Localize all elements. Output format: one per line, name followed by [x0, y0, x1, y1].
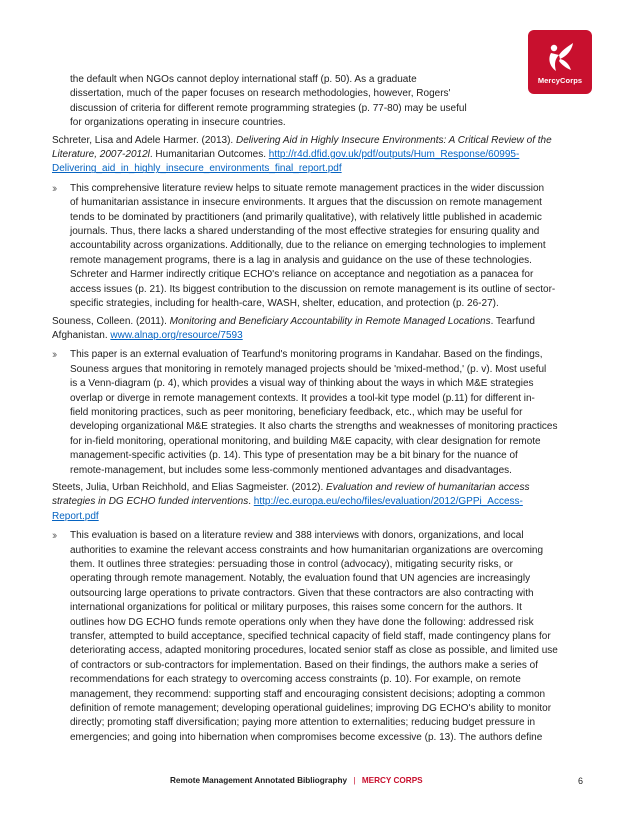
summary-line: access issues (p. 21). Its biggest contribution to the discussion on remote management is its outline of sector- [70, 283, 556, 295]
bibliography-entries [52, 134, 572, 746]
citation-link[interactable]: Report.pdf [52, 510, 99, 522]
citation-link[interactable]: Delivering_aid_in_highly_insecure_environments_final_report.pdf [52, 163, 342, 175]
summary-line: deteriorating access, adapted monitoring procedures, located senior staff as close as possible, and limited use [70, 645, 558, 657]
summary-line: This comprehensive literature review helps to situate remote management practices in the wider discussion [70, 182, 545, 194]
citation-title: strategies in DG ECHO funded interventions [52, 496, 249, 508]
citation [52, 315, 572, 344]
continuation-line: discussion of criteria for different remote programming strategies (p. 77-80) may be useful [70, 102, 467, 114]
summary-line: of humanitarian assistance in insecure environments. It argues that the discussion on remote management [70, 197, 542, 209]
citation-authors: Steets, Julia, Urban Reichhold, and Elias Sagmeister. (2012). [52, 481, 327, 493]
summary-line: Schreter and Harmer indirectly critique ECHO's reliance on acceptance and negotiation as a panacea for [70, 269, 534, 281]
summary-line: overlap or diverge in remote management contexts. It provides a tool-kit type model (p.11) for different in- [70, 392, 535, 404]
citation-authors: Afghanistan. [52, 329, 111, 341]
summary-line: for in-field monitoring, operational monitoring, and building M&E capacity, with clear designation for remote [70, 435, 541, 447]
summary-line: management, they recommend: supporting staff and encouraging consistent decisions; adopting a common [70, 688, 546, 700]
summary-line: tends to be dominated by practitioners (and primarily qualitative), with relatively little published in academic [70, 211, 542, 223]
summary-line: management-specific activities (p. 14). This type of presentation may be a bit binary for the nuance of [70, 450, 518, 462]
summary-line: This evaluation is based on a literature review and 388 interviews with donors, organizations, and local [70, 530, 524, 542]
summary-line: outsourcing large operations to private contractors. Given that these contractors are also contracting with [70, 587, 534, 599]
bullet-chevron-icon: ›› [52, 349, 56, 362]
citation-link[interactable]: http://ec.europa.eu/echo/files/evaluation/2012/GPPi_Access- [253, 496, 523, 508]
citation [52, 481, 572, 524]
logo-text: MercyCorps [537, 75, 583, 85]
citation-publisher: . [248, 496, 254, 508]
footer-center [170, 776, 423, 785]
summary-line: developing organizational M&E strategies. It also charts the strengths and weaknesses of monitoring practices [70, 421, 558, 433]
summary-body [52, 529, 572, 745]
continued-annotation [52, 73, 572, 131]
bibliography-entry [52, 315, 572, 478]
footer-title: Remote Management Annotated Bibliography [170, 776, 348, 785]
citation-link[interactable]: http://r4d.dfid.gov.uk/pdf/outputs/Hum_Response/60995- [268, 149, 520, 161]
citation-title: Literature, 2007-2012l [52, 149, 150, 161]
summary-line: outlines how DG ECHO funds remote operations only when they have done the following: addressed risk [70, 616, 534, 628]
summary-line: remote management programs, there is a lag in analysis and guidance on the use of these technologies. [70, 254, 532, 266]
citation-title: Evaluation and review of humanitarian access [326, 481, 530, 493]
citation-title: Monitoring and Beneficiary Accountability in Remote Managed Locations [169, 315, 491, 327]
summary-body [52, 182, 572, 312]
annotation-summary [52, 348, 572, 478]
summary-line: international organizations for political or military purposes, this raises some concern for the authors. It [70, 602, 522, 614]
summary-line: field monitoring practices, such as peer monitoring, beneficiary feedback, etc., which may be useful for [70, 406, 523, 418]
summary-line: accountability across organizations. Additionally, due to the reliance on emerging technologies to implement [70, 240, 546, 252]
citation-line [52, 148, 572, 162]
bullet-chevron-icon: ›› [52, 530, 56, 543]
summary-line: recommendations for each strategy to overcoming access constraints (p. 10). For example, on remote [70, 674, 521, 686]
summary-line: of contractors or sub-contractors for implementation. Based on their findings, the authors make a series of [70, 659, 539, 671]
summary-line: authorities to examine the relevant access constraints and how humanitarian organizations are overcoming [70, 544, 544, 556]
citation-line [52, 329, 572, 343]
summary-line: specific strategies, including for health-care, WASH, shelter, education, and protection (p. 26-27). [70, 298, 499, 310]
summary-line: them. It outlines three strategies: persuading those in control (advocacy), mitigating security risks, or [70, 559, 513, 570]
footer-org: MERCY CORPS [361, 776, 423, 785]
summary-line: Souness argues that monitoring in remotely managed projects should be 'mixed-method,' (p. v). Most useful [70, 363, 547, 375]
citation-authors: Schreter, Lisa and Adele Harmer. (2013). [52, 134, 236, 146]
citation [52, 134, 572, 177]
citation-line [52, 162, 572, 176]
summary-line: directly; promoting staff diversification; paying more attention to externalities; reducing budget pressure in [70, 717, 536, 729]
summary-line: is a Venn-diagram (p. 4), which provides a visual way of thinking about the ways in which M&E strategies [70, 378, 534, 390]
citation-line [52, 134, 572, 148]
footer-separator: | [353, 776, 356, 785]
continuation-line: for organizations operating in insecure countries. [70, 117, 286, 129]
summary-line: journals. Thus, there lacks a shared understanding of the most effective strategies for ensuring quality and [70, 226, 540, 238]
citation-line [52, 495, 572, 509]
summary-line: emergencies; and going into hibernation when compromises become excessive (p. 13). The authors define [70, 731, 543, 743]
bibliography-content [52, 73, 572, 745]
summary-line: transfer, attempted to build acceptance, specified technical capacity of field staff, made contingency plans for [70, 631, 551, 643]
bibliography-entry [52, 134, 572, 312]
summary-line: operating through remote management. Notably, the evaluation found that UN agencies are increasingly [70, 573, 531, 585]
citation-link[interactable]: www.alnap.org/resource/7593 [110, 329, 243, 341]
citation-publisher: . Tearfund [490, 315, 535, 327]
summary-line: This paper is an external evaluation of Tearfund's monitoring programs in Kandahar. Based on the findings, [70, 349, 543, 361]
page-number: 6 [578, 776, 584, 786]
citation-line [52, 481, 572, 495]
citation-title: Delivering Aid in Highly Insecure Environments: A Critical Review of the [236, 134, 552, 146]
logo-figure-icon [545, 40, 575, 74]
citation-publisher: . Humanitarian Outcomes. [149, 149, 269, 161]
annotation-summary [52, 529, 572, 745]
continuation-line: the default when NGOs cannot deploy international staff (p. 50). As a graduate [70, 74, 417, 85]
summary-line: remote-management, but includes some less-commonly mentioned advantages and disadvantages. [70, 464, 512, 476]
annotation-summary [52, 182, 572, 312]
summary-body [52, 348, 572, 478]
bullet-chevron-icon: ›› [52, 182, 56, 195]
summary-line: definition of remote management; developing operational guidelines; improving DG ECHO's ability to monitor [70, 703, 552, 715]
bibliography-entry [52, 481, 572, 745]
citation-authors: Souness, Colleen. (2011). [52, 315, 170, 327]
continuation-line: dissertation, much of the paper focuses on research methodologies, however, Rogers' [70, 88, 451, 100]
citation-line [52, 510, 572, 524]
citation-line [52, 315, 572, 329]
